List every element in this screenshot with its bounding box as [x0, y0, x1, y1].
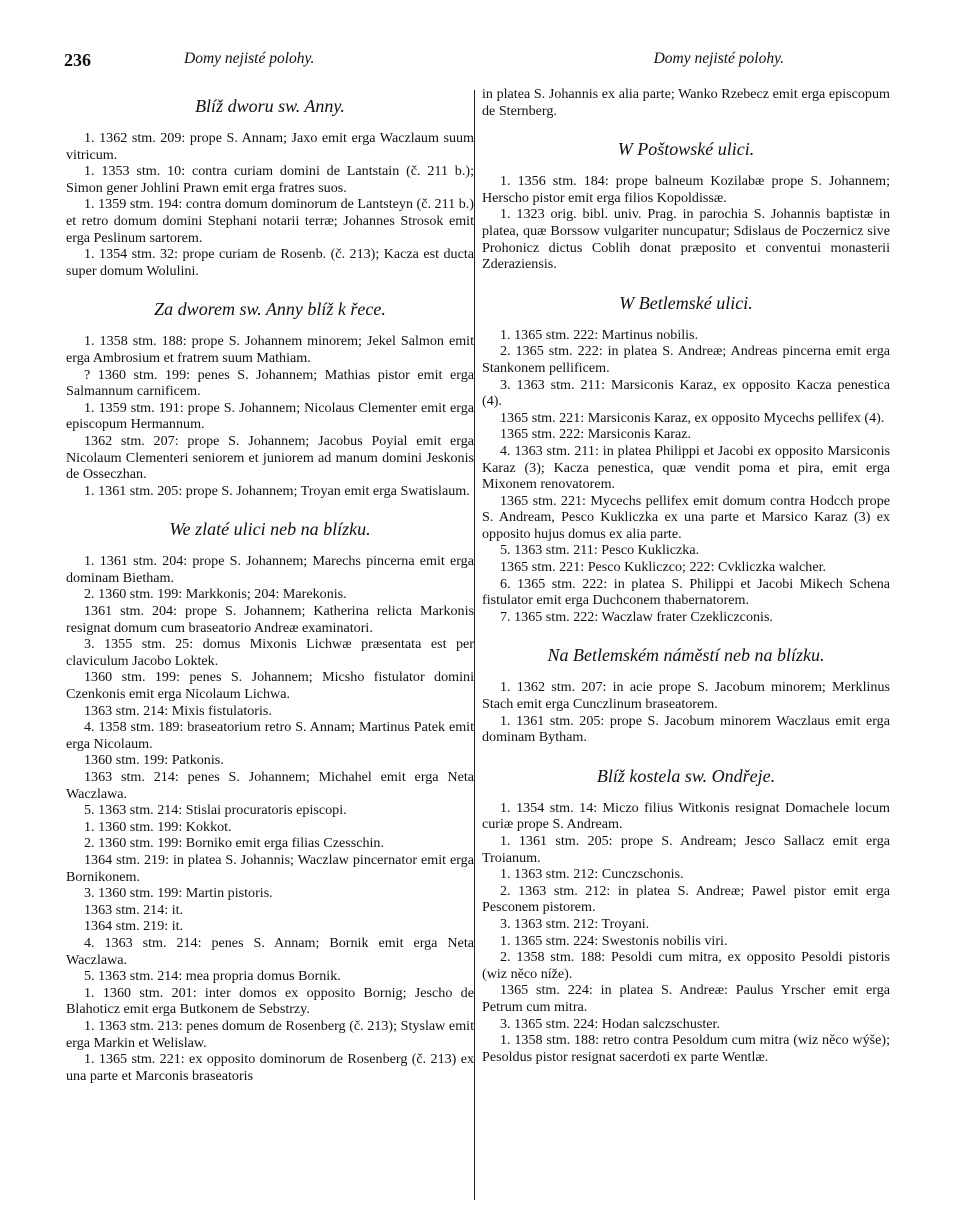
entry-paragraph: 7. 1365 stm. 222: Waczlaw frater Czekliczconis.: [500, 608, 773, 625]
running-title-left: Domy nejisté polohy.: [184, 50, 315, 67]
section-heading: Blíž dworu sw. Anny.: [195, 96, 345, 116]
section-heading: W Betlemské ulici.: [619, 292, 753, 313]
entry-paragraph: 1364 stm. 219: in platea S. Johannis; Waczlaw pincernator emit erga Bornikonem.: [66, 851, 474, 885]
page-number: 236: [64, 50, 91, 70]
entry-paragraph: 1. 1361 stm. 205: prope S. Johannem; Troyan emit erga Swatislaum.: [84, 482, 470, 499]
entry-paragraph: 1364 stm. 219: it.: [84, 918, 184, 935]
entry-paragraph: 1360 stm. 199: penes S. Johannem; Micsho fistulator domini Czenkonis emit erga Nicolaum Lichwa.: [66, 669, 474, 703]
entry-paragraph: 4. 1363 stm. 214: penes S. Annam; Bornik emit erga Neta Waczlawa.: [66, 934, 474, 968]
right-column: [482, 86, 890, 1065]
page-header: [64, 46, 904, 70]
entry-paragraph: 2. 1358 stm. 188: Pesoldi cum mitra, ex opposito Pesoldi pistoris (wiz něco níže).: [482, 949, 890, 982]
entry-paragraph: 3. 1360 stm. 199: Martin pistoris.: [84, 885, 273, 902]
section-heading: W Poštowské ulici.: [617, 139, 755, 160]
entry-paragraph: 1. 1358 stm. 188: retro contra Pesoldum cum mitra (wiz něco wýše); Pesoldus pistor resignat sacerdoti ex parte Wentlæ.: [482, 1032, 890, 1065]
entry-paragraph: 1. 1358 stm. 188: prope S. Johannem minorem; Jekel Salmon emit erga Ambrosium et fratrem suum Mathiam.: [66, 333, 474, 366]
entry-paragraph: 1365 stm. 221: Pesco Kukliczco; 222: Cvkliczka walcher.: [500, 559, 827, 576]
entry-paragraph: 1365 stm. 224: in platea S. Andreæ: Paulus Yrscher emit erga Petrum cum mitra.: [482, 982, 890, 1015]
entry-paragraph: 1. 1360 stm. 199: Kokkot.: [84, 818, 232, 835]
left-column: [66, 86, 474, 1084]
entry-paragraph: 5. 1363 stm. 214: mea propria domus Bornik.: [84, 968, 341, 985]
entry-paragraph: 1. 1361 stm. 204: prope S. Johannem; Marechs pincerna emit erga dominam Bietham.: [66, 553, 474, 586]
entry-paragraph: 1. 1365 stm. 224: Swestonis nobilis viri.: [500, 932, 728, 949]
entry-paragraph: 2. 1365 stm. 222: in platea S. Andreæ; Andreas pincerna emit erga Stankonem pellificem.: [482, 343, 890, 376]
section-heading: Za dworem sw. Anny blíž k řece.: [154, 299, 386, 320]
entry-paragraph: in platea S. Johannis ex alia parte; Wanko Rzebecz emit erga episcopum de Sternberg.: [482, 86, 890, 119]
running-title-right: Domy nejisté polohy.: [653, 50, 784, 67]
entry-paragraph: 1. 1365 stm. 221: ex opposito dominorum de Rosenberg (č. 213) ex una parte et Marconis braseatoris: [66, 1051, 474, 1084]
entry-paragraph: 1. 1361 stm. 205: prope S. Jacobum minorem Waczlaus emit erga dominam Bytham.: [482, 712, 890, 746]
entry-paragraph: 3. 1365 stm. 224: Hodan salczschuster.: [500, 1015, 720, 1032]
entry-paragraph: 1. 1363 stm. 212: Cunczschonis.: [500, 866, 684, 883]
entry-paragraph: 1. 1354 stm. 32: prope curiam de Rosenb. (č. 213); Kacza est ducta super domum Wolulini.: [66, 246, 474, 279]
section-heading: We zlaté ulici neb na blízku.: [169, 519, 371, 540]
entry-paragraph: 1. 1363 stm. 213: penes domum de Rosenberg (č. 213); Styslaw emit erga Markin et Welislaw.: [66, 1017, 474, 1051]
entry-paragraph: 1362 stm. 207: prope S. Johannem; Jacobus Poyial emit erga Nicolaum Clementeri seniorem et juniorem ad manum domini Jeskonis de Osseczhan.: [66, 432, 474, 483]
column-divider: [474, 90, 475, 1200]
entry-paragraph: 3. 1355 stm. 25: domus Mixonis Lichwæ præsentata est per claviculum Jacobo Loktek.: [66, 636, 474, 669]
section-heading: Na Betlemském náměstí neb na blízku.: [547, 645, 825, 666]
entry-paragraph: 4. 1358 stm. 189: braseatorium retro S. Annam; Martinus Patek emit erga Nicolaum.: [66, 719, 474, 752]
entry-paragraph: 5. 1363 stm. 211: Pesco Kukliczka.: [500, 542, 700, 559]
entry-paragraph: 1363 stm. 214: it.: [84, 901, 184, 918]
entry-paragraph: 1. 1353 stm. 10: contra curiam domini de Lantstain (č. 211 b.); Simon gener Johlini Prawn emit erga fratres suos.: [66, 163, 474, 196]
entry-paragraph: 1. 1359 stm. 194: contra domum dominorum de Lantsteyn (č. 211 b.) et retro domum domini Stephani notarii terræ; Johannes Strosok emit erga Peslinum sartorem.: [66, 196, 474, 246]
entry-paragraph: ? 1360 stm. 199: penes S. Johannem; Mathias pistor emit erga Salmannum carnificem.: [66, 366, 474, 400]
entry-paragraph: 1. 1362 stm. 209: prope S. Annam; Jaxo emit erga Waczlaum suum vitricum.: [66, 130, 474, 163]
entry-paragraph: 1363 stm. 214: penes S. Johannem; Michahel emit erga Neta Waczlawa.: [66, 769, 474, 802]
entry-paragraph: 1. 1360 stm. 201: inter domos ex opposito Bornig; Jescho de Blahoticz emit erga Butkonem de Sebstrzy.: [66, 984, 474, 1018]
entry-paragraph: 1. 1362 stm. 207: in acie prope S. Jacobum minorem; Merklinus Stach emit erga Cunczlinum braseatorem.: [482, 679, 890, 713]
entry-paragraph: 1. 1323 orig. bibl. univ. Prag. in parochia S. Johannis baptistæ in platea, quæ Borssow vulgariter nuncupatur; Sdislaus de Poczernicz sive Prohonicz dictus Coblih donat præposito et conventui monasterii Zderaziensis.: [482, 206, 890, 273]
entry-paragraph: 1365 stm. 221: Mycechs pellifex emit domum contra Hodcch prope S. Andream, Pesco Kukliczka ex una parte et Marsico Karaz (3) ex opposito hujus domus ex alia parte.: [482, 492, 890, 542]
entry-paragraph: 1365 stm. 221: Marsiconis Karaz, ex opposito Mycechs pellifex (4).: [500, 409, 885, 426]
entry-paragraph: 1361 stm. 204: prope S. Johannem; Katherina relicta Markonis resignat domum cum braseatorio Andreæ examinatori.: [66, 603, 474, 636]
entry-paragraph: 2. 1363 stm. 212: in platea S. Andreæ; Pawel pistor emit erga Pesconem pistorem.: [482, 882, 890, 916]
entry-paragraph: 1. 1354 stm. 14: Miczo filius Witkonis resignat Domachele locum curiæ prope S. Andream.: [482, 799, 890, 833]
entry-paragraph: 1365 stm. 222: Marsiconis Karaz.: [500, 426, 692, 443]
entry-paragraph: 5. 1363 stm. 214: Stislai procuratoris episcopi.: [84, 802, 347, 819]
section-heading: Blíž kostela sw. Ondřeje.: [596, 765, 776, 786]
entry-paragraph: 4. 1363 stm. 211: in platea Philippi et Jacobi ex opposito Marsiconis Karaz (3); Kacza penestica, quæ vendit poma et pira, emit erga Mixonem renovatorem.: [482, 442, 890, 493]
entry-paragraph: 3. 1363 stm. 212: Troyani.: [500, 915, 650, 932]
entry-paragraph: 1360 stm. 199: Patkonis.: [84, 752, 224, 769]
entry-paragraph: 1. 1356 stm. 184: prope balneum Kozilabæ prope S. Johannem; Herscho pistor emit erga filios Kopoldissæ.: [482, 173, 890, 206]
entry-paragraph: 1363 stm. 214: Mixis fistulatoris.: [84, 702, 272, 719]
entry-paragraph: 2. 1360 stm. 199: Markkonis; 204: Marekonis.: [84, 586, 347, 603]
entry-paragraph: 2. 1360 stm. 199: Borniko emit erga filias Czesschin.: [84, 835, 384, 852]
entry-paragraph: 6. 1365 stm. 222: in platea S. Philippi et Jacobi Mikech Schena fistulator emit erga Duchconem thabernatorem.: [482, 575, 890, 609]
entry-paragraph: 1. 1365 stm. 222: Martinus nobilis.: [500, 326, 699, 343]
entry-paragraph: 1. 1359 stm. 191: prope S. Johannem; Nicolaus Clementer emit erga episcopum Hermannum.: [66, 399, 474, 433]
entry-paragraph: 1. 1361 stm. 205: prope S. Andream; Jesco Sallacz emit erga Troianum.: [482, 833, 890, 866]
entry-paragraph: 3. 1363 stm. 211: Marsiconis Karaz, ex opposito Kacza penestica (4).: [482, 376, 890, 410]
